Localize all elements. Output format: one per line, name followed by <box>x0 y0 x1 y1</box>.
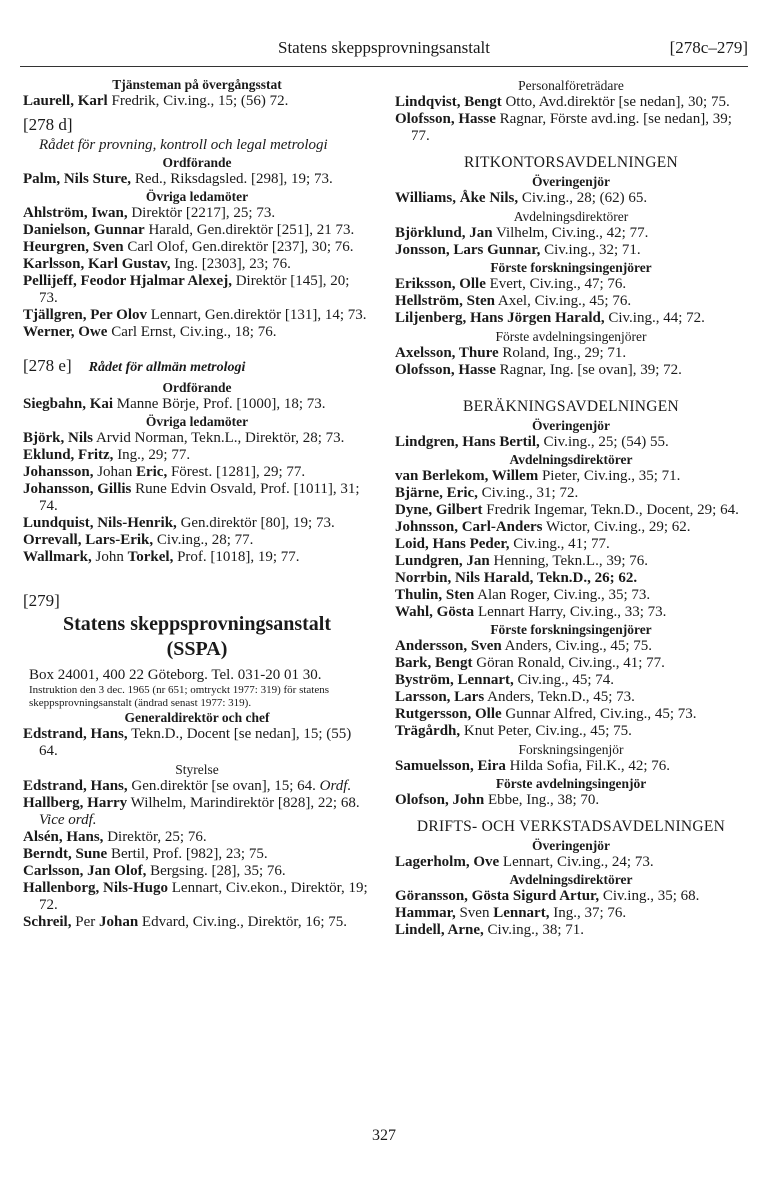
entry-name: Jonsson, Lars Gunnar, <box>395 242 541 258</box>
entry-details: Civ.ing., 41; 77. <box>509 536 610 552</box>
entry-details: Rune Edvin Osvald, Prof. [1011], 31; 74. <box>39 481 360 514</box>
entry-lindqvist <box>395 94 747 111</box>
entry-details-2: Prof. [1018], 19; 77. <box>173 549 300 565</box>
entry-details: Bergsing. [28], 35; 76. <box>146 863 286 879</box>
entry-name: Göransson, Gösta Sigurd Artur, <box>395 888 600 904</box>
section-278e-number: [278 e] <box>23 356 72 375</box>
entry-details: Johan <box>93 464 136 480</box>
entry-details: Direktör, 25; 76. <box>103 829 207 845</box>
entry-name: van Berlekom, Willem <box>395 468 539 484</box>
entry-details-2: Ing., 37; 76. <box>549 905 627 921</box>
entry-role: Vice ordf. <box>39 812 97 828</box>
entry-name: Loid, Hans Peder, <box>395 536 510 552</box>
entry-name: Trägårdh, <box>395 723 461 739</box>
entry-name: Johansson, <box>23 464 94 480</box>
entry-heurgren <box>23 239 371 256</box>
entry-palm <box>23 171 371 188</box>
entry-name: Edstrand, Hans, <box>23 726 128 742</box>
entry-details: Carl Ernst, Civ.ing., 18; 76. <box>107 324 277 340</box>
entry-name: Rutgersson, Olle <box>395 706 502 722</box>
entry-edstrand-1 <box>23 726 371 760</box>
entry-details: Carl Olof, Gen.direktör [237], 30; 76. <box>123 239 354 255</box>
entry-name: Hallberg, Harry <box>23 795 128 811</box>
entry-name: Carlsson, Jan Olof, <box>23 863 147 879</box>
entry-name: Danielson, Gunnar <box>23 222 145 238</box>
entry-name: Berndt, Sune <box>23 846 108 862</box>
entry-details: Sven <box>455 905 494 921</box>
entry-name-2: Johan <box>98 914 139 930</box>
entry-lindell <box>395 922 747 939</box>
entry-name: Heurgren, Sven <box>23 239 124 255</box>
entry-orrevall <box>23 532 371 549</box>
entry-axelsson <box>395 345 747 362</box>
entry-details: Axel, Civ.ing., 45; 76. <box>494 293 632 309</box>
section-279-abbrev: (SSPA) <box>166 638 228 660</box>
section-278d-title: Rådet för provning, kontroll och legal metrologi <box>39 137 328 153</box>
entry-name: Byström, Lennart, <box>395 672 514 688</box>
entry-bjorklund <box>395 225 747 242</box>
heading-ovriga-ledamoter: Övriga ledamöter <box>145 414 249 429</box>
entry-details: Direktör [2217], 25; 73. <box>127 205 276 221</box>
heading-avdelningsdirektorer: Avdelningsdirektörer <box>513 209 629 224</box>
entry-details: Wilhelm, Marindirektör [828], 22; 68. <box>127 795 360 811</box>
entry-name: Bark, Bengt <box>395 655 473 671</box>
entry-details: Lennart Harry, Civ.ing., 33; 73. <box>474 604 667 620</box>
entry-name-2: Torkel, <box>127 549 174 565</box>
entry-lundgren <box>395 553 747 570</box>
entry-details: Harald, Gen.direktör [251], 21 73. <box>144 222 355 238</box>
entry-berlekom <box>395 468 747 485</box>
heading-overingenjor: Överingenjör <box>532 174 610 189</box>
heading-avdelningsdirektorer: Avdelningsdirektörer <box>509 872 633 887</box>
entry-name: Larsson, Lars <box>395 689 485 705</box>
heading-forste-forskningsingenjorer: Förste forskningsingenjörer <box>490 622 652 637</box>
heading-ordforande: Ordförande <box>162 380 232 395</box>
entry-dyne <box>395 502 747 519</box>
entry-name: Lundquist, Nils-Henrik, <box>23 515 177 531</box>
entry-details: Fredrik, Civ.ing., 15; (56) 72. <box>107 93 289 109</box>
entry-details: Roland, Ing., 29; 71. <box>498 345 627 361</box>
entry-laurell <box>23 93 371 110</box>
entry-name: Lindell, Arne, <box>395 922 484 938</box>
page-number: 327 <box>372 1127 396 1144</box>
entry-name: Norrbin, Nils Harald, Tekn.D., 26; 62. <box>395 570 638 586</box>
entry-name: Dyne, Gilbert <box>395 502 483 518</box>
entry-name: Tjällgren, Per Olov <box>23 307 148 323</box>
entry-hellstrom <box>395 293 747 310</box>
entry-details: Red., Riksdagsled. [298], 19; 73. <box>131 171 333 187</box>
entry-name: Axelsson, Thure <box>395 345 499 361</box>
entry-details: Anders, Tekn.D., 45; 73. <box>484 689 635 705</box>
entry-name: Hellström, Sten <box>395 293 495 309</box>
left-column <box>23 76 371 931</box>
entry-details-2: Edvard, Civ.ing., Direktör, 16; 75. <box>138 914 347 930</box>
entry-details: Per <box>71 914 99 930</box>
entry-name: Hammar, <box>395 905 456 921</box>
entry-details: John <box>91 549 128 565</box>
entry-danielson <box>23 222 371 239</box>
entry-name: Lagerholm, Ove <box>395 854 500 870</box>
entry-name: Bjärne, Eric, <box>395 485 478 501</box>
entry-tragardh <box>395 723 747 740</box>
entry-name: Pellijeff, Feodor Hjalmar Alexej, <box>23 273 232 289</box>
entry-lindgren-hans <box>395 434 747 451</box>
entry-hallenborg <box>23 880 371 914</box>
entry-name: Laurell, Karl <box>23 93 108 109</box>
header-page-ref: [278c–279] <box>669 38 748 57</box>
entry-name: Alsén, Hans, <box>23 829 104 845</box>
entry-carlsson <box>23 863 371 880</box>
entry-bjork <box>23 430 371 447</box>
entry-details: Arvid Norman, Tekn.L., Direktör, 28; 73. <box>93 430 345 446</box>
entry-name: Thulin, Sten <box>395 587 475 603</box>
entry-samuelsson <box>395 758 747 775</box>
entry-name: Björk, Nils <box>23 430 94 446</box>
heading-personalforetradare: Personalföreträdare <box>518 78 624 93</box>
section-279-number: [279] <box>23 591 60 610</box>
header-title: Statens skeppsprovningsanstalt <box>277 38 490 57</box>
entry-name: Ahlström, Iwan, <box>23 205 128 221</box>
entry-olofson <box>395 792 747 809</box>
entry-details: Ing. [2303], 23; 76. <box>170 256 291 272</box>
right-column <box>395 76 747 939</box>
entry-andersson <box>395 638 747 655</box>
section-278d-number: [278 d] <box>23 115 73 134</box>
entry-johansson-eric <box>23 464 371 481</box>
entry-details: Civ.ing., 25; (54) 55. <box>539 434 669 450</box>
entry-name: Edstrand, Hans, <box>23 778 128 794</box>
heading-generaldirektor: Generaldirektör och chef <box>124 710 270 725</box>
entry-lagerholm <box>395 854 747 871</box>
section-278e <box>23 355 371 379</box>
entry-alsen <box>23 829 371 846</box>
entry-name: Schreil, <box>23 914 72 930</box>
entry-hallberg <box>23 795 371 829</box>
entry-name: Johansson, Gillis <box>23 481 132 497</box>
entry-bark <box>395 655 747 672</box>
entry-norrbin <box>395 570 747 587</box>
entry-name: Eriksson, Olle <box>395 276 486 292</box>
dept-drifts-verkstad: DRIFTS- OCH VERKSTADSAVDELNINGEN <box>416 818 726 835</box>
heading-forste-avdelningsingenjor: Förste avdelningsingenjör <box>495 776 647 791</box>
entry-details: Ragnar, Ing. [se ovan], 39; 72. <box>495 362 682 378</box>
heading-forste-forskningsingenjorer: Förste forskningsingenjörer <box>490 260 652 275</box>
entry-eklund <box>23 447 371 464</box>
entry-name: Hallenborg, Nils-Hugo <box>23 880 169 896</box>
entry-details: Civ.ing., 28; 77. <box>153 532 254 548</box>
entry-wallmark <box>23 549 371 566</box>
entry-jonsson <box>395 242 747 259</box>
address: Box 24001, 400 22 Göteborg. Tel. 031-20 01 30. <box>29 667 322 683</box>
entry-details: Civ.ing., 44; 72. <box>604 310 705 326</box>
entry-details: Pieter, Civ.ing., 35; 71. <box>538 468 681 484</box>
entry-details: Gen.direktör [se ovan], 15; 64. <box>127 778 320 794</box>
entry-details: Wictor, Civ.ing., 29; 62. <box>542 519 691 535</box>
heading-forste-avdelningsingenjorer: Förste avdelningsingenjörer <box>495 329 647 344</box>
entry-pellijeff <box>23 273 371 307</box>
entry-name: Karlsson, Karl Gustav, <box>23 256 171 272</box>
entry-johansson-gillis <box>23 481 371 515</box>
entry-details: Hilda Sofia, Fil.K., 42; 76. <box>505 758 671 774</box>
entry-details: Henning, Tekn.L., 39; 76. <box>489 553 649 569</box>
entry-thulin <box>395 587 747 604</box>
entry-wahl <box>395 604 747 621</box>
entry-name: Olofson, John <box>395 792 485 808</box>
instruktion-note: Instruktion den 3 dec. 1965 (nr 651; omtryckt 1977: 319) för statens skeppsprovningsanstalt (ändrad senast 1977: 319). <box>29 684 330 709</box>
entry-details-2: Förest. [1281], 29; 77. <box>167 464 306 480</box>
entry-name: Lundgren, Jan <box>395 553 490 569</box>
section-278e-title: Rådet för allmän metrologi <box>88 360 246 375</box>
entry-details: Civ.ing., 45; 74. <box>513 672 615 688</box>
entry-lundquist <box>23 515 371 532</box>
entry-details: Gunnar Alfred, Civ.ing., 45; 73. <box>501 706 697 722</box>
entry-details: Tekn.D., Docent [se nedan], 15; (55) 64. <box>39 726 352 759</box>
entry-details: Lennart, Civ.ing., 24; 73. <box>499 854 654 870</box>
entry-name-2: Lennart, <box>493 905 550 921</box>
entry-name: Wahl, Gösta <box>395 604 475 620</box>
section-279-title: Statens skeppsprovningsanstalt <box>62 613 332 635</box>
entry-details: Göran Ronald, Civ.ing., 41; 77. <box>472 655 665 671</box>
entry-name: Orrevall, Lars-Erik, <box>23 532 154 548</box>
entry-bystrom <box>395 672 747 689</box>
heading-forskningsingenjor: Forskningsingenjör <box>518 742 624 757</box>
heading-overingenjor: Överingenjör <box>532 838 610 853</box>
entry-name-2: Eric, <box>135 464 168 480</box>
entry-rutgersson <box>395 706 747 723</box>
entry-williams <box>395 190 747 207</box>
heading-overingenjor: Överingenjör <box>532 418 610 433</box>
entry-name: Palm, Nils Sture, <box>23 171 132 187</box>
entry-details: Manne Börje, Prof. [1000], 18; 73. <box>113 396 326 412</box>
header-rule <box>20 66 748 67</box>
running-header <box>20 38 748 64</box>
entry-details: Lennart, Civ.ekon., Direktör, 19; 72. <box>39 880 368 913</box>
entry-name: Wallmark, <box>23 549 92 565</box>
entry-bjarne <box>395 485 747 502</box>
entry-details: Ing., 29; 77. <box>113 447 191 463</box>
entry-details: Ragnar, Förste avd.ing. [se nedan], 39; 77. <box>411 111 732 144</box>
entry-siegbahn <box>23 396 371 413</box>
entry-details: Vilhelm, Civ.ing., 42; 77. <box>492 225 649 241</box>
entry-details: Knut Peter, Civ.ing., 45; 75. <box>460 723 632 739</box>
entry-hammar <box>395 905 747 922</box>
heading-styrelse: Styrelse <box>175 762 219 777</box>
entry-ahlstrom <box>23 205 371 222</box>
heading-ovriga-ledamoter: Övriga ledamöter <box>145 189 249 204</box>
entry-name: Björklund, Jan <box>395 225 493 241</box>
entry-details: Direktör [145], 20; 73. <box>39 273 350 306</box>
entry-olofsson-2 <box>395 362 747 379</box>
entry-name: Eklund, Fritz, <box>23 447 114 463</box>
entry-details: Anders, Civ.ing., 45; 75. <box>501 638 652 654</box>
entry-details: Gen.direktör [80], 19; 73. <box>176 515 335 531</box>
entry-edstrand-2 <box>23 778 371 795</box>
entry-johnsson <box>395 519 747 536</box>
entry-berndt <box>23 846 371 863</box>
heading-ordforande: Ordförande <box>162 155 232 170</box>
entry-larsson <box>395 689 747 706</box>
entry-details: Fredrik Ingemar, Tekn.D., Docent, 29; 64. <box>482 502 739 518</box>
entry-name: Williams, Åke Nils, <box>395 190 519 206</box>
entry-details: Civ.ing., 32; 71. <box>540 242 641 258</box>
entry-tjallgren <box>23 307 371 324</box>
entry-details: Civ.ing., 35; 68. <box>599 888 700 904</box>
entry-details: Ebbe, Ing., 38; 70. <box>484 792 600 808</box>
dept-berakning: BERÄKNINGSAVDELNINGEN <box>462 398 680 415</box>
entry-name: Liljenberg, Hans Jörgen Harald, <box>395 310 605 326</box>
entry-olofsson-1 <box>395 111 747 145</box>
entry-details: Lennart, Gen.direktör [131], 14; 73. <box>147 307 367 323</box>
entry-name: Olofsson, Hasse <box>395 111 496 127</box>
entry-karlsson <box>23 256 371 273</box>
entry-name: Olofsson, Hasse <box>395 362 496 378</box>
entry-name: Johnsson, Carl-Anders <box>395 519 543 535</box>
entry-loid <box>395 536 747 553</box>
entry-details: Alan Roger, Civ.ing., 35; 73. <box>474 587 651 603</box>
heading-avdelningsdirektorer: Avdelningsdirektörer <box>509 452 633 467</box>
entry-name: Werner, Owe <box>23 324 108 340</box>
entry-role: Ordf. <box>319 778 352 794</box>
heading-tjansteman: Tjänsteman på övergångsstat <box>112 77 282 92</box>
entry-goransson <box>395 888 747 905</box>
dept-ritkontor: RITKONTORSAVDELNINGEN <box>463 154 679 171</box>
entry-liljenberg <box>395 310 747 327</box>
entry-name: Lindqvist, Bengt <box>395 94 502 110</box>
entry-name: Andersson, Sven <box>395 638 502 654</box>
entry-details: Civ.ing., 31; 72. <box>477 485 579 501</box>
entry-schreil <box>23 914 371 931</box>
entry-details: Civ.ing., 28; (62) 65. <box>518 190 648 206</box>
entry-details: Evert, Civ.ing., 47; 76. <box>485 276 627 292</box>
entry-details: Bertil, Prof. [982], 23; 75. <box>107 846 268 862</box>
entry-name: Samuelsson, Eira <box>395 758 506 774</box>
entry-name: Lindgren, Hans Bertil, <box>395 434 540 450</box>
entry-details: Civ.ing., 38; 71. <box>483 922 585 938</box>
entry-werner <box>23 324 371 341</box>
entry-eriksson <box>395 276 747 293</box>
entry-details: Otto, Avd.direktör [se nedan], 30; 75. <box>501 94 730 110</box>
entry-name: Siegbahn, Kai <box>23 396 114 412</box>
